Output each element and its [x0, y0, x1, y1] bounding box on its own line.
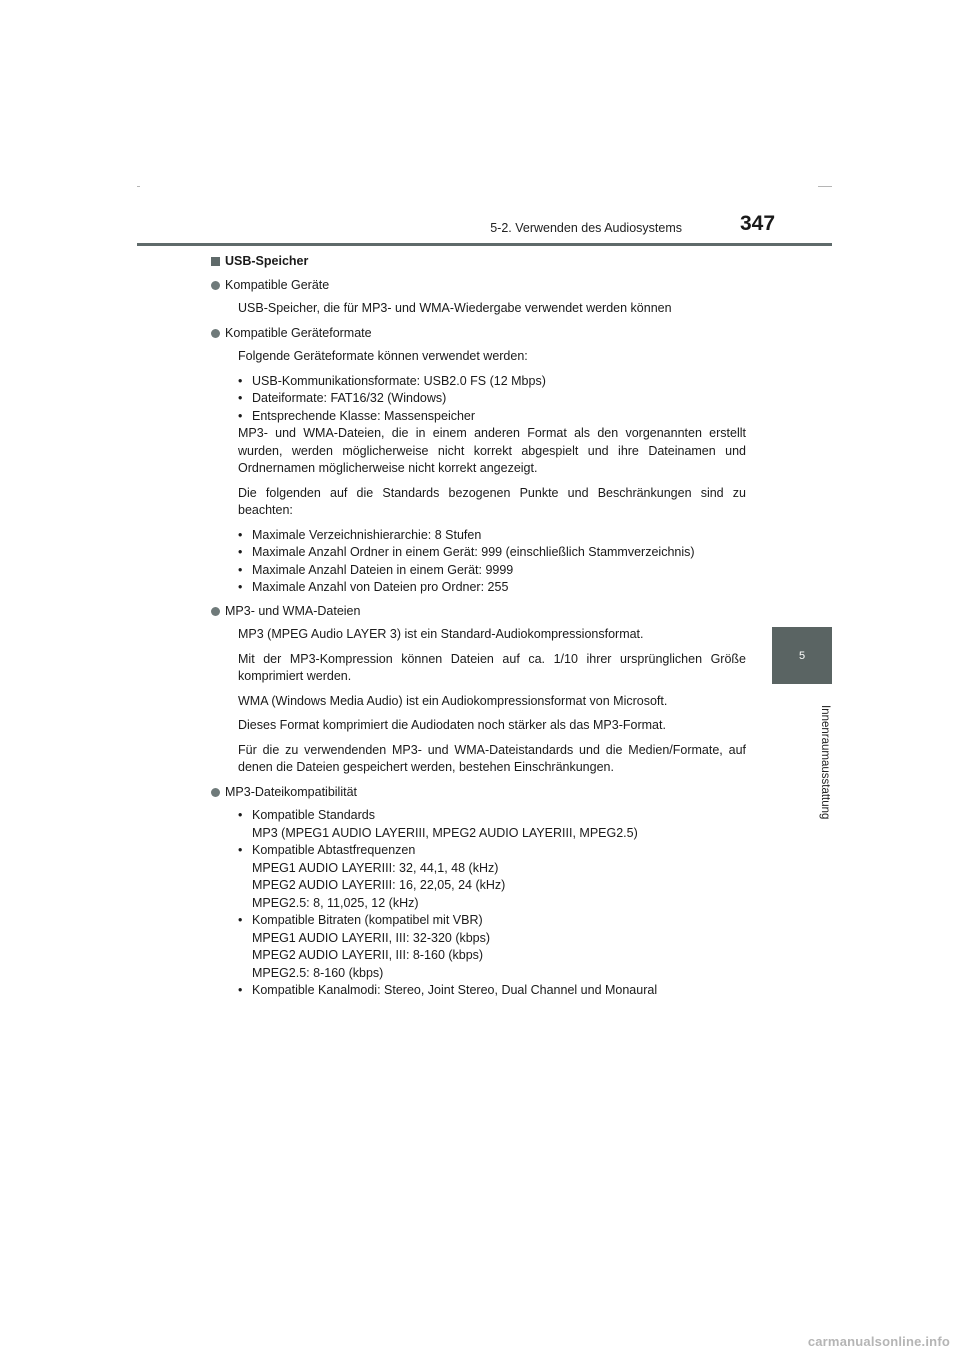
- list-item: • Maximale Verzeichnishierarchie: 8 Stufen: [238, 527, 746, 545]
- files-body: [238, 626, 746, 777]
- bullet-heading-devices: [211, 277, 746, 295]
- list-item-bitrates: [238, 912, 746, 982]
- compat-title: MP3-Dateikompatibilität: [225, 784, 357, 799]
- list-item-frequencies: [238, 842, 746, 912]
- bitrates-line: MPEG1 AUDIO LAYERII, III: 32-320 (kbps): [252, 930, 491, 945]
- header-rule: [137, 243, 832, 246]
- files-paragraph: MP3 (MPEG Audio LAYER 3) ist ein Standard-Audiokompressionsformat.: [238, 627, 644, 641]
- formats-intro: Folgende Geräteformate können verwendet werden:: [238, 349, 528, 363]
- list-item: • Dateiformate: FAT16/32 (Windows): [238, 390, 746, 408]
- list-item: • Maximale Anzahl Ordner in einem Gerät: 999 (einschließlich Stammverzeichnis): [238, 544, 746, 562]
- files-title: MP3- und WMA-Dateien: [225, 603, 361, 618]
- list-item: • Maximale Anzahl von Dateien pro Ordner: 255: [238, 579, 746, 597]
- crop-mark-right: [818, 186, 832, 187]
- formats-title: Kompatible Geräteformate: [225, 325, 372, 340]
- standards-line: MP3 (MPEG1 AUDIO LAYERIII, MPEG2 AUDIO LAYERIII, MPEG2.5): [252, 825, 638, 840]
- list-item: • USB-Kommunikationsformate: USB2.0 FS (12 Mbps): [238, 373, 746, 391]
- circle-bullet-icon: [211, 607, 220, 616]
- limits-intro: Die folgenden auf die Standards bezogenen Punkte und Beschränkungen sind zu beachten:: [238, 485, 746, 517]
- section-heading: [211, 253, 746, 271]
- page-number: 347: [740, 212, 776, 235]
- compat-body: [238, 807, 746, 1000]
- devices-body: [238, 300, 746, 318]
- bitrates-label: • Kompatible Bitraten (kompatibel mit VBR): [252, 913, 483, 927]
- frequencies-line: MPEG2.5: 8, 11,025, 12 (kHz): [252, 895, 419, 910]
- watermark-logo: carmanualsonline.info: [807, 1334, 950, 1349]
- chapter-number: 5: [798, 649, 806, 662]
- chapter-tab[interactable]: [772, 627, 832, 684]
- compat-list: [238, 807, 746, 1000]
- bullet-heading-files: [211, 603, 746, 621]
- standards-label: • Kompatible Standards: [252, 808, 375, 822]
- files-paragraph: Für die zu verwendenden MP3- und WMA-Dateistandards und die Medien/Formate, auf denen die Dateien gespeichert werden, bestehen Einschränkungen.: [238, 742, 746, 774]
- header-section-title: 5-2. Verwenden des Audiosystems: [490, 221, 682, 235]
- bullet-heading-compat: [211, 784, 746, 802]
- formats-body: [238, 348, 746, 597]
- formats-note: MP3- und WMA-Dateien, die in einem anderen Format als den vorgenannten erstellt wurden, werden möglicherweise nicht korrekt abgespielt und ihre Dateinamen und Ordnernamen möglicherweise nicht korrekt angezeigt.: [238, 426, 746, 475]
- circle-bullet-icon: [211, 788, 220, 797]
- bitrates-line: MPEG2.5: 8-160 (kbps): [252, 965, 384, 980]
- bullet-heading-formats: [211, 325, 746, 343]
- section-title: USB-Speicher: [225, 254, 309, 268]
- list-item: • Entsprechende Klasse: Massenspeicher: [238, 408, 746, 426]
- frequencies-line: MPEG2 AUDIO LAYERIII: 16, 22,05, 24 (kHz): [252, 878, 506, 892]
- circle-bullet-icon: [211, 281, 220, 290]
- list-item-standards: [238, 807, 746, 842]
- files-paragraph: WMA (Windows Media Audio) ist ein Audiokompressionsformat von Microsoft.: [238, 693, 668, 708]
- frequencies-line: MPEG1 AUDIO LAYERIII: 32, 44,1, 48 (kHz): [252, 860, 499, 875]
- crop-mark-left: [137, 186, 140, 187]
- circle-bullet-icon: [211, 329, 220, 338]
- bitrates-line: MPEG2 AUDIO LAYERII, III: 8-160 (kbps): [252, 948, 484, 962]
- square-bullet-icon: [211, 257, 220, 266]
- frequencies-label: • Kompatible Abtastfrequenzen: [252, 843, 416, 857]
- files-paragraph: Mit der MP3-Kompression können Dateien auf ca. 1/10 ihrer ursprünglichen Größe komprimiert werden.: [238, 651, 746, 683]
- main-content: [211, 253, 746, 1007]
- list-item: • Maximale Anzahl Dateien in einem Gerät: 9999: [238, 562, 746, 580]
- files-paragraph: Dieses Format komprimiert die Audiodaten noch stärker als das MP3-Format.: [238, 718, 666, 732]
- formats-list: [238, 373, 746, 426]
- list-item-channels: • Kompatible Kanalmodi: Stereo, Joint Stereo, Dual Channel und Monaural: [238, 982, 746, 1000]
- limits-list: [238, 527, 746, 597]
- devices-title: Kompatible Geräte: [225, 277, 330, 292]
- devices-text: USB-Speicher, die für MP3- und WMA-Wiedergabe verwendet werden können: [238, 301, 672, 315]
- chapter-label: Innenraumausstattung: [819, 704, 831, 820]
